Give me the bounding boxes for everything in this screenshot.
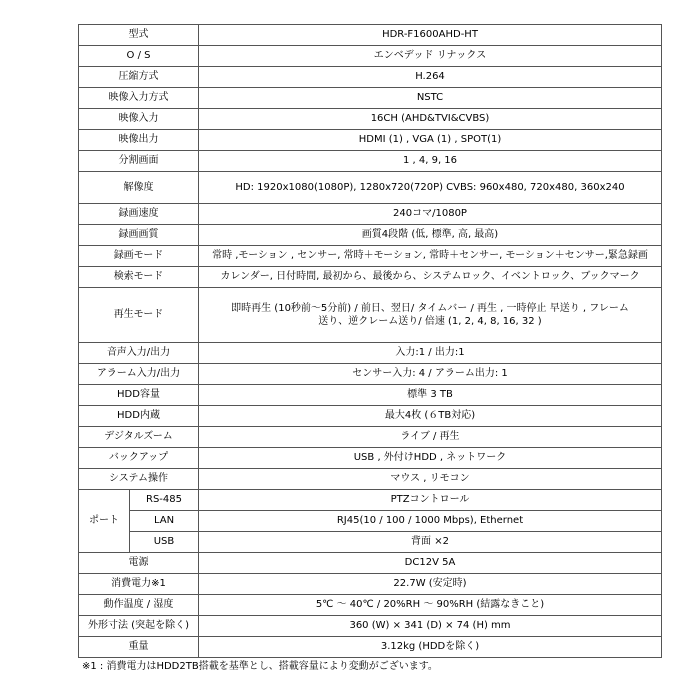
spec-row-video-input (79, 109, 662, 130)
spec-row-power (79, 553, 662, 574)
spec-row-resolution (79, 172, 662, 204)
spec-value: マウス , リモコン (199, 469, 662, 490)
spec-value: HDR-F1600AHD-HT (199, 25, 662, 46)
spec-label: 音声入力/出力 (79, 343, 199, 364)
spec-value: 常時 ,モーション , センサー, 常時＋モーション, 常時＋センサー, モーション＋センサー,緊急録画 (199, 246, 662, 267)
spec-label: 外形寸法 (突起を除く) (79, 616, 199, 637)
spec-row-search-mode (79, 267, 662, 288)
spec-value: エンベデッド リナックス (199, 46, 662, 67)
spec-row-hdd-capacity (79, 385, 662, 406)
spec-row-recording-mode (79, 246, 662, 267)
spec-row-digital-zoom (79, 427, 662, 448)
spec-row-video-input-format (79, 88, 662, 109)
spec-row-port-usb (79, 532, 662, 553)
spec-value: NSTC (199, 88, 662, 109)
spec-value: 22.7W (安定時) (199, 574, 662, 595)
spec-row-alarm-io (79, 364, 662, 385)
spec-sublabel: USB (130, 532, 199, 553)
spec-label: 録画モード (79, 246, 199, 267)
spec-row-os (79, 46, 662, 67)
spec-label: 動作温度 / 湿度 (79, 595, 199, 616)
spec-row-port-lan (79, 511, 662, 532)
spec-label: アラーム入力/出力 (79, 364, 199, 385)
spec-row-weight (79, 637, 662, 658)
spec-value: 3.12kg (HDDを除く) (199, 637, 662, 658)
spec-row-recording-quality (79, 225, 662, 246)
spec-label: 消費電力※1 (79, 574, 199, 595)
spec-value: 5℃ 〜 40℃ / 20%RH 〜 90%RH (結露なきこと) (199, 595, 662, 616)
spec-value: 入力:1 / 出力:1 (199, 343, 662, 364)
spec-row-backup (79, 448, 662, 469)
spec-label: 検索モード (79, 267, 199, 288)
spec-value: ライブ / 再生 (199, 427, 662, 448)
spec-row-hdd-internal (79, 406, 662, 427)
spec-label: HDD容量 (79, 385, 199, 406)
spec-label: 録画速度 (79, 204, 199, 225)
spec-row-recording-speed (79, 204, 662, 225)
spec-value: RJ45(10 / 100 / 1000 Mbps), Ethernet (199, 511, 662, 532)
spec-row-dimensions (79, 616, 662, 637)
spec-row-operating-env (79, 595, 662, 616)
spec-label: 録画画質 (79, 225, 199, 246)
spec-row-audio-io (79, 343, 662, 364)
spec-label: 重量 (79, 637, 199, 658)
spec-value: 360 (W) × 341 (D) × 74 (H) mm (199, 616, 662, 637)
spec-value: H.264 (199, 67, 662, 88)
spec-value: 240コマ/1080P (199, 204, 662, 225)
spec-row-system-operation (79, 469, 662, 490)
spec-value: 16CH (AHD&TVI&CVBS) (199, 109, 662, 130)
spec-row-video-output (79, 130, 662, 151)
spec-label: 圧縮方式 (79, 67, 199, 88)
spec-value: センサー入力: 4 / アラーム出力: 1 (199, 364, 662, 385)
port-group-label: ポート (79, 490, 130, 553)
spec-label: HDD内蔵 (79, 406, 199, 427)
spec-value: DC12V 5A (199, 553, 662, 574)
spec-label: システム操作 (79, 469, 199, 490)
spec-row-power-consumption (79, 574, 662, 595)
spec-row-split-screen (79, 151, 662, 172)
spec-label: O / S (79, 46, 199, 67)
spec-value: 背面 ×2 (199, 532, 662, 553)
spec-label: 解像度 (79, 172, 199, 204)
spec-row-playback-mode (79, 288, 662, 343)
spec-sublabel: LAN (130, 511, 199, 532)
spec-value: USB , 外付けHDD , ネットワーク (199, 448, 662, 469)
spec-value: 即時再生 (10秒前〜5分前) / 前日、翌日/ タイムバー / 再生 , 一時停止 早送り , フレーム送り、逆クレーム送り/ 倍速 (1, 2, 4, 8, 16, 32 ) (199, 288, 662, 343)
spec-value: 1 , 4, 9, 16 (199, 151, 662, 172)
spec-row-compression (79, 67, 662, 88)
spec-label: 型式 (79, 25, 199, 46)
spec-value: PTZコントロール (199, 490, 662, 511)
spec-label: 映像入力方式 (79, 88, 199, 109)
spec-label: 電源 (79, 553, 199, 574)
footnote: ※1 : 消費電力はHDD2TB搭載を基準とし、搭載容量により変動がございます。 (82, 661, 438, 672)
spec-value: HDMI (1) , VGA (1) , SPOT(1) (199, 130, 662, 151)
spec-row-port-rs485 (79, 490, 662, 511)
spec-sublabel: RS-485 (130, 490, 199, 511)
spec-label: 分割画面 (79, 151, 199, 172)
spec-value: カレンダー, 日付時間, 最初から、最後から、システムロック、イベントロック、ブックマーク (199, 267, 662, 288)
spec-label: 再生モード (79, 288, 199, 343)
spec-label: デジタルズーム (79, 427, 199, 448)
spec-value: 最大4枚 (６TB対応) (199, 406, 662, 427)
spec-value: 標準 3 TB (199, 385, 662, 406)
spec-label: 映像出力 (79, 130, 199, 151)
spec-value: HD: 1920x1080(1080P), 1280x720(720P) CVBS: 960x480, 720x480, 360x240 (199, 172, 662, 204)
spec-table (78, 24, 662, 658)
spec-label: バックアップ (79, 448, 199, 469)
spec-value: 画質4段階 (低, 標準, 高, 最高) (199, 225, 662, 246)
spec-row-model (79, 25, 662, 46)
spec-label: 映像入力 (79, 109, 199, 130)
